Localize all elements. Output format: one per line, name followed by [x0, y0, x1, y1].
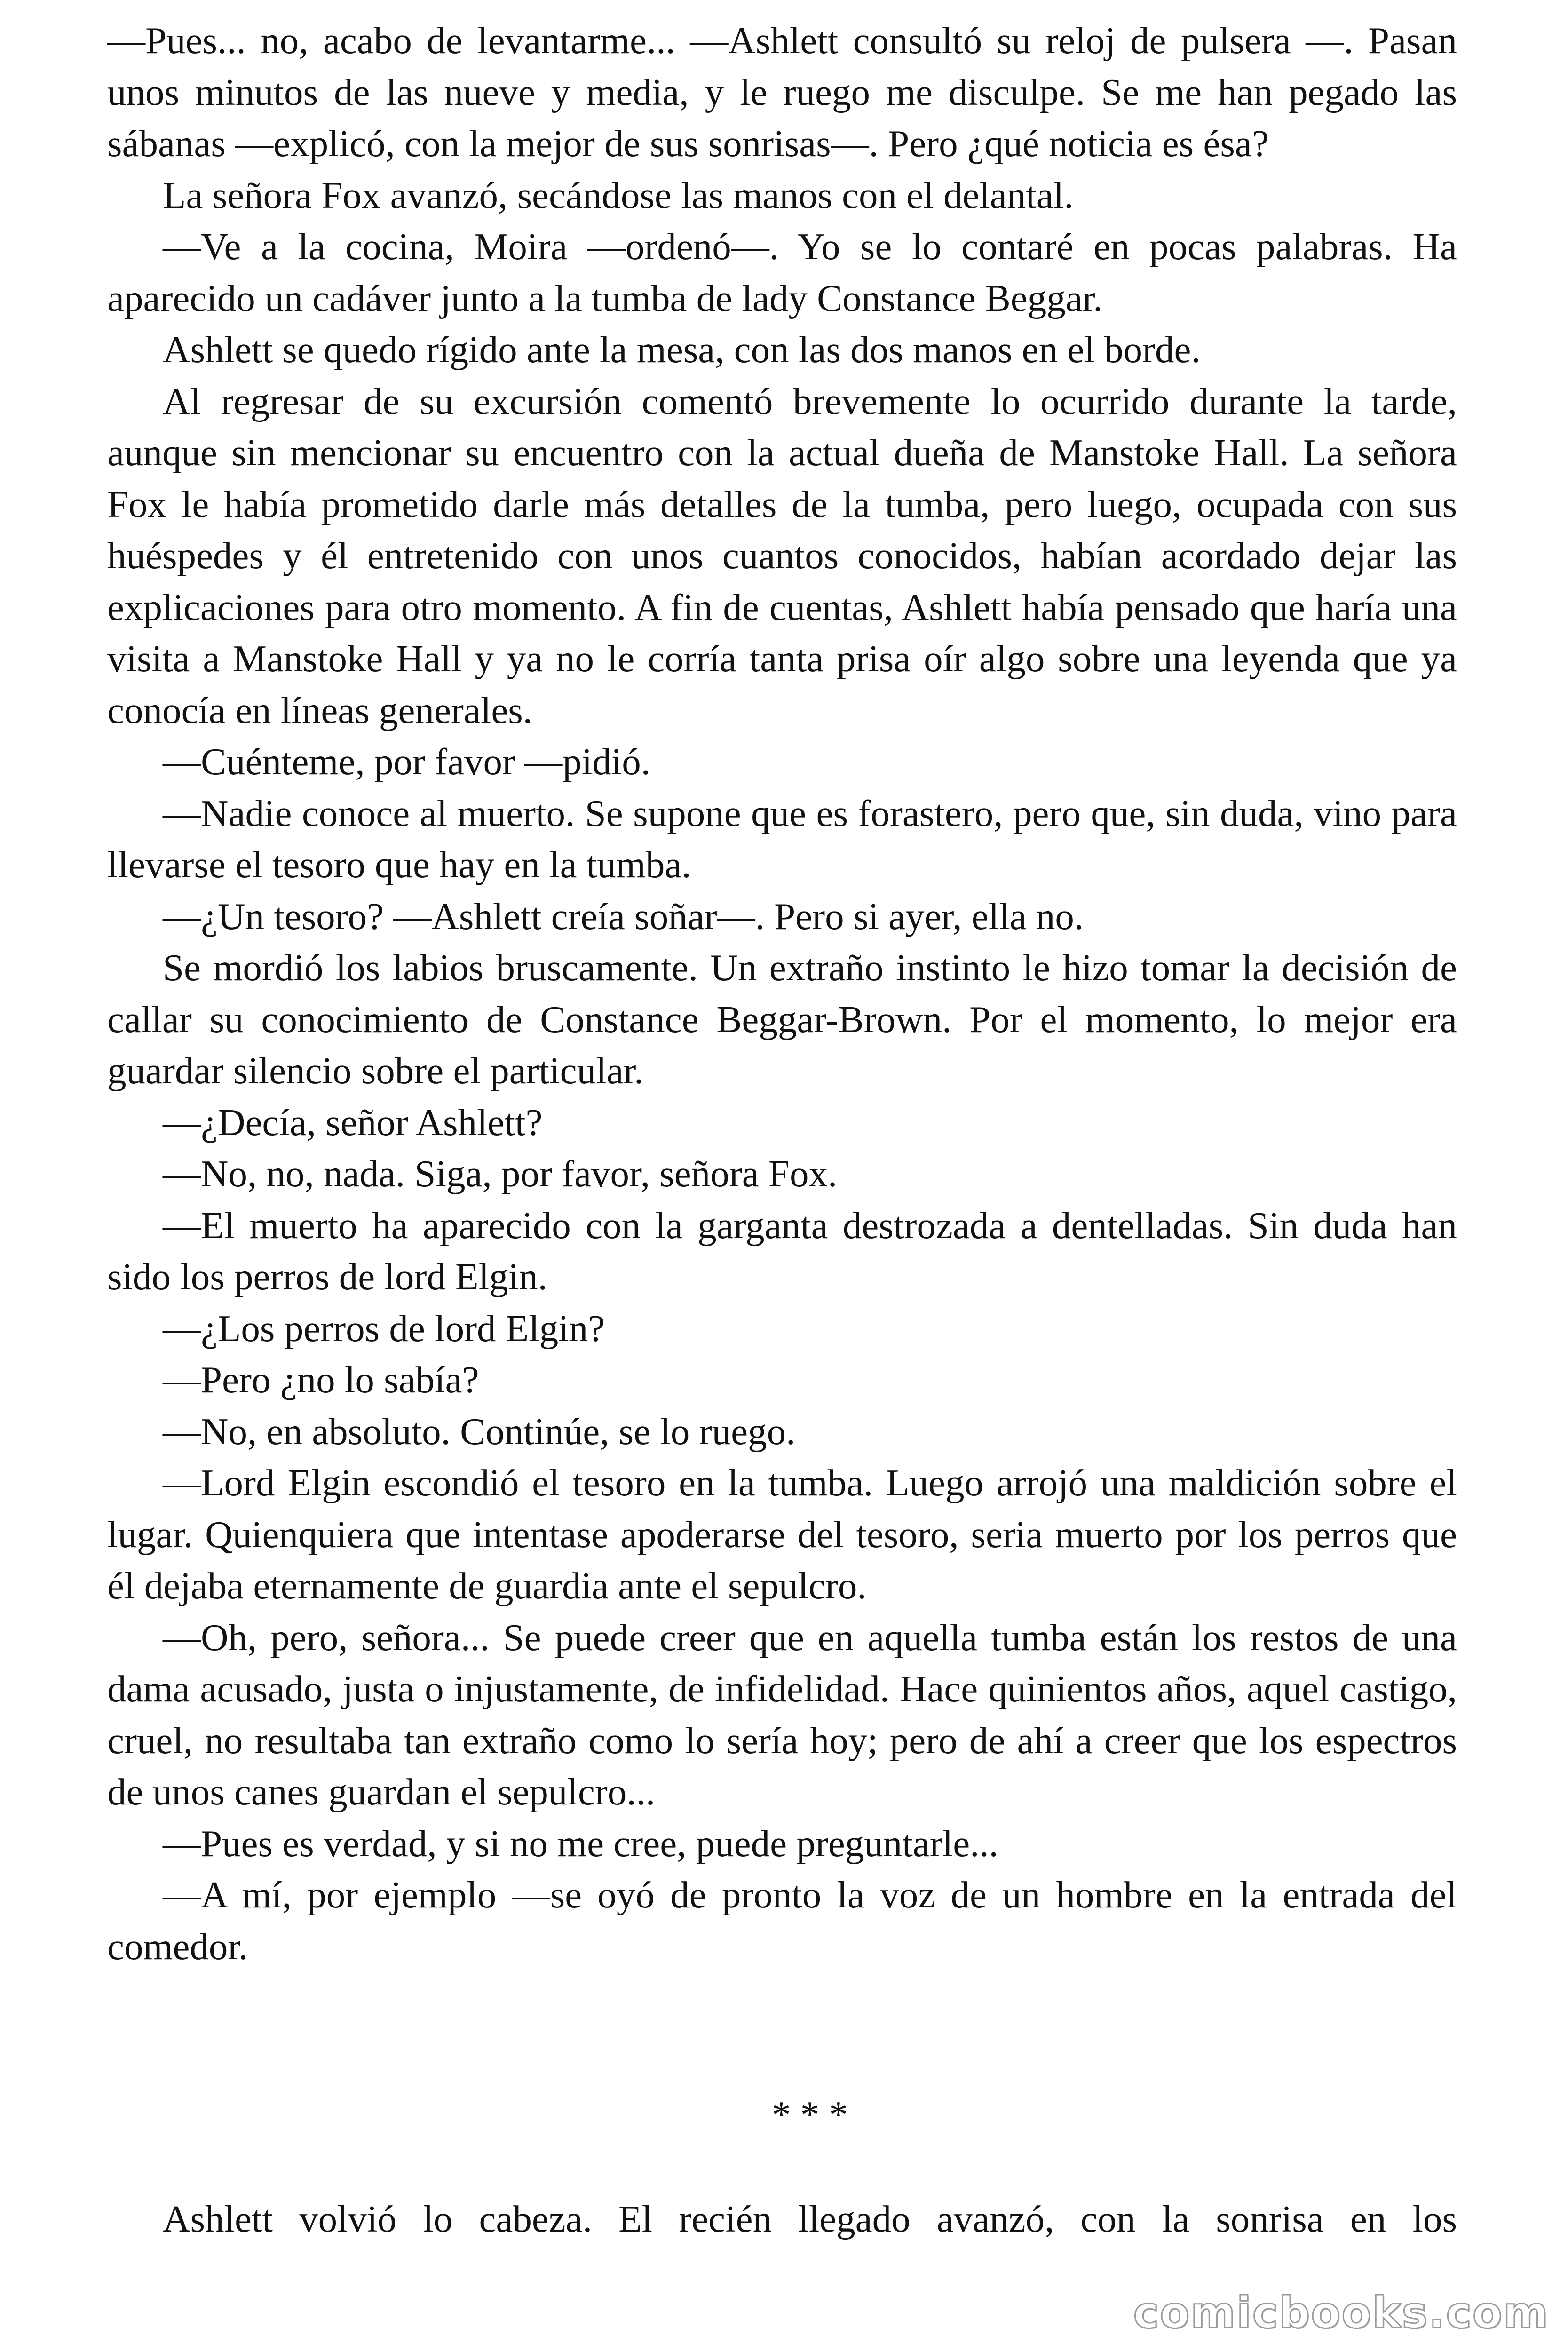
paragraph: —¿Los perros de lord Elgin?: [163, 1307, 605, 1350]
paragraph: —¿Un tesoro? —Ashlett creía soñar—. Pero si ayer, ella no.: [163, 895, 1084, 938]
paragraph: —Pero ¿no lo sabía?: [163, 1359, 479, 1401]
paragraph: Se mordió los labios bruscamente. Un extraño instinto le hizo tomar la decisión de callar su conocimiento de Constance Beggar-Brown. Por el momento, lo mejor era guardar silencio sobre el particular.: [107, 946, 1457, 1092]
paragraph: —El muerto ha aparecido con la garganta destrozada a dentelladas. Sin duda han sido los perros de lord Elgin.: [107, 1204, 1457, 1298]
paragraph: —Pues... no, acabo de levantarme... —Ashlett consultó su reloj de pulsera —. Pasan unos minutos de las nueve y media, y le ruego me disculpe. Se me han pegado las sábanas —explicó, con la mejor de sus sonrisas—. Pero ¿qué noticia es ésa?: [107, 19, 1457, 165]
watermark-logo: comicbooks.com: [1133, 2288, 1549, 2338]
paragraph: La señora Fox avanzó, secándose las manos con el delantal.: [163, 174, 1074, 216]
paragraph: —Oh, pero, señora... Se puede creer que en aquella tumba están los restos de una dama acusado, justa o injustamente, de infidelidad. Hace quinientos años, aquel castigo, cruel, no resultaba tan extraño como lo sería hoy; pero de ahí a creer que los espectros de unos canes guardan el sepulcro...: [107, 1616, 1457, 1813]
body-text: [107, 15, 1457, 1972]
paragraph: Ashlett se quedo rígido ante la mesa, con las dos manos en el borde.: [163, 328, 1201, 371]
paragraph: —¿Decía, señor Ashlett?: [163, 1101, 543, 1144]
paragraph: —No, no, nada. Siga, por favor, señora Fox.: [163, 1152, 838, 1195]
paragraph: —No, en absoluto. Continúe, se lo ruego.: [163, 1410, 796, 1453]
paragraph: —Nadie conoce al muerto. Se supone que es forastero, pero que, sin duda, vino para llevarse el tesoro que hay en la tumba.: [107, 792, 1457, 886]
paragraph: —Pues es verdad, y si no me cree, puede preguntarle...: [163, 1822, 998, 1865]
paragraph: —A mí, por ejemplo —se oyó de pronto la voz de un hombre en la entrada del comedor.: [107, 1874, 1457, 1968]
paragraph-continued: Ashlett volvió lo cabeza. El recién llegado avanzó, con la sonrisa en los: [163, 2198, 1457, 2240]
paragraph: —Lord Elgin escondió el tesoro en la tumba. Luego arrojó una maldición sobre el lugar. Quienquiera que intentase apoderarse del tesoro, seria muerto por los perros que él dejaba eternamente de guardia ante el sepulcro.: [107, 1462, 1457, 1607]
paragraph: —Ve a la cocina, Moira —ordenó—. Yo se lo contaré en pocas palabras. Ha aparecido un cadáver junto a la tumba de lady Constance Beggar.: [107, 225, 1457, 319]
paragraph: Al regresar de su excursión comentó brevemente lo ocurrido durante la tarde, aunque sin mencionar su encuentro con la actual dueña de Manstoke Hall. La señora Fox le había prometido darle más detalles de la tumba, pero luego, ocupada con sus huéspedes y él entretenido con unos cuantos conocidos, habían acordado dejar las explicaciones para otro momento. A fin de cuentas, Ashlett había pensado que haría una visita a Manstoke Hall y ya no le corría tanta prisa oír algo sobre una leyenda que ya conocía en líneas generales.: [107, 380, 1457, 731]
scene-break: * * *: [772, 2093, 848, 2136]
paragraph: —Cuénteme, por favor —pidió.: [163, 740, 651, 783]
